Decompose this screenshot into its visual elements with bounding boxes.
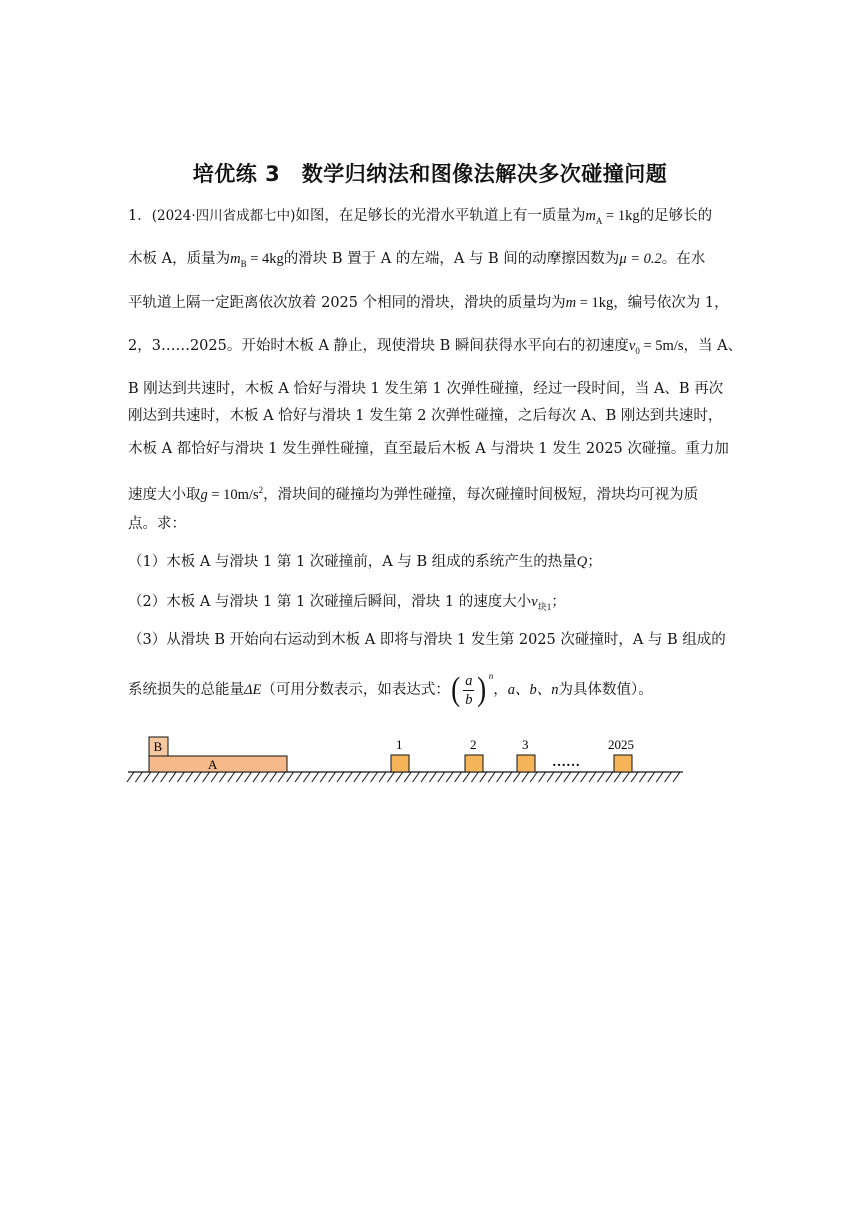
hatch-mark [614, 772, 621, 782]
hatch-mark [623, 772, 630, 782]
hatch-mark [606, 772, 613, 782]
problem-line-9: 点。求： [128, 516, 186, 532]
hatch-mark [522, 772, 529, 782]
hatch-mark [161, 772, 168, 782]
problem-line-5: B 刚达到共速时，木板 A 恰好与滑块 1 发生第 1 次弹性碰撞，经过一段时间，当 A、B 再次 [128, 381, 724, 397]
math-mu: μ = 0.2 [619, 251, 662, 267]
hatch-mark [127, 772, 134, 782]
text-segment: 系统损失的总能量 [128, 682, 244, 698]
block-2 [465, 755, 483, 772]
text-segment: 。在水 [661, 251, 706, 267]
math-symbol: m [565, 295, 577, 311]
math-deltaE: ΔE [244, 682, 262, 698]
math-v0 [629, 338, 684, 354]
text-segment: 为具体数值）。 [558, 682, 653, 698]
hatch-mark [345, 772, 352, 782]
math-symbol: v [531, 594, 538, 610]
hatch-mark [530, 772, 537, 782]
fraction-expression [450, 668, 493, 712]
hatch-mark [295, 772, 302, 782]
hatch-mark [387, 772, 394, 782]
page-title: 培优练 3 数学归纳法和图像法解决多次碰撞问题 [192, 162, 668, 186]
hatch-mark [564, 772, 571, 782]
ellipsis: …… [552, 755, 580, 770]
block-2025 [614, 755, 632, 772]
block-1 [391, 755, 409, 772]
board-a-label: A [208, 757, 218, 772]
text-segment: （可用分数表示，如表达式： [261, 682, 450, 698]
text-segment: ，滑块间的碰撞均为弹性碰撞，每次碰撞时间极短，滑块均可视为质 [263, 486, 699, 503]
math-symbol: m [230, 251, 241, 267]
math-subscript: 块1 [537, 601, 552, 612]
question-3-line-2 [128, 668, 653, 712]
hatch-mark [463, 772, 470, 782]
hatch-mark [488, 772, 495, 782]
text-segment: （2）木板 A 与滑块 1 第 1 次碰撞后瞬间，滑块 1 的速度大小 [128, 594, 532, 610]
hatch-mark [186, 772, 193, 782]
hatch-mark [413, 772, 420, 782]
hatch-mark [194, 772, 201, 782]
text-segment: （1）木板 A 与滑块 1 第 1 次碰撞前，A 与 B 组成的系统产生的热量 [128, 554, 577, 570]
block-3 [517, 755, 535, 772]
text-segment: 木板 A，质量为 [128, 251, 231, 267]
hatch-mark [362, 772, 369, 782]
math-symbol: m [585, 208, 596, 224]
hatch-mark [555, 772, 562, 782]
hatch-mark [152, 772, 159, 782]
hatch-mark [455, 772, 462, 782]
hatch-mark [480, 772, 487, 782]
problem-line-3 [128, 293, 729, 313]
hatch-mark [471, 772, 478, 782]
hatch-mark [438, 772, 445, 782]
hatch-mark [203, 772, 210, 782]
hatch-mark [513, 772, 520, 782]
hatch-mark [219, 772, 226, 782]
hatch-mark [169, 772, 176, 782]
math-symbol: g [200, 486, 208, 503]
problem-source: (2024·四川省成都七中) [151, 208, 296, 224]
hatch-mark [287, 772, 294, 782]
hatch-mark [228, 772, 235, 782]
hatch-mark [539, 772, 546, 782]
hatch-mark [371, 772, 378, 782]
text-segment: 的滑块 B 置于 A 的左端，A 与 B 间的动摩擦因数为 [283, 251, 620, 267]
problem-line-2 [128, 249, 705, 274]
block-2025-label: 2025 [608, 737, 634, 752]
hatch-mark [404, 772, 411, 782]
math-vars: a、b、n [507, 682, 559, 698]
question-2 [128, 592, 566, 617]
question-3-line-1: （3）从滑块 B 开始向右运动到木板 A 即将与滑块 1 发生第 2025 次碰撞时，A 与 B 组成的 [128, 632, 726, 648]
hatch-mark [429, 772, 436, 782]
hatch-mark [211, 772, 218, 782]
hatch-mark [396, 772, 403, 782]
hatch-mark [337, 772, 344, 782]
hatch-mark [497, 772, 504, 782]
math-mA [585, 208, 639, 224]
hatch-mark [505, 772, 512, 782]
hatch-mark [135, 772, 142, 782]
text-segment: 2，3……2025。开始时木板 A 静止，现使滑块 B 瞬间获得水平向右的初速度 [128, 338, 629, 354]
block-2-label: 2 [470, 737, 477, 752]
hatch-mark [236, 772, 243, 782]
hatch-mark [320, 772, 327, 782]
hatch-mark [177, 772, 184, 782]
hatch-mark [278, 772, 285, 782]
text-segment: ； [551, 594, 566, 610]
math-subscript: B [240, 258, 247, 269]
hatch-mark [421, 772, 428, 782]
hatch-mark [312, 772, 319, 782]
hatch-mark [446, 772, 453, 782]
math-superscript: 2 [258, 485, 264, 495]
math-subscript: 0 [635, 345, 640, 356]
math-Q: Q [576, 554, 588, 570]
text-segment: 平轨道上隔一定距离依次放着 2025 个相同的滑块，滑块的质量均为 [128, 295, 566, 311]
hatch-mark [589, 772, 596, 782]
problem-line-4 [128, 336, 742, 361]
question-1 [128, 552, 602, 572]
problem-number: 1． [128, 208, 152, 224]
math-value: = 5m/s [639, 338, 684, 354]
math-m [566, 295, 614, 311]
text-segment: 的足够长的 [639, 208, 713, 224]
text-segment: ，当 A、 [683, 338, 743, 354]
block-b-label: B [153, 739, 163, 754]
math-mB [230, 251, 284, 267]
hatch-mark [639, 772, 646, 782]
math-v-block1 [531, 594, 551, 610]
right-paren: ) [477, 671, 487, 708]
hatch-mark [648, 772, 655, 782]
text-segment: ； [587, 554, 602, 570]
math-value: = 1kg [576, 295, 614, 311]
math-g [201, 487, 264, 503]
hatch-mark [597, 772, 604, 782]
problem-line-7: 木板 A 都恰好与滑块 1 发生弹性碰撞，直至最后木板 A 与滑块 1 发生 2025 次碰撞。重力加 [128, 441, 729, 457]
fraction [463, 672, 474, 709]
block-1-label: 1 [396, 737, 403, 752]
hatch-mark [253, 772, 260, 782]
fraction-exponent: n [488, 671, 494, 681]
problem-line-1 [128, 206, 712, 231]
hatch-mark [631, 772, 638, 782]
hatch-mark [581, 772, 588, 782]
hatch-mark [572, 772, 579, 782]
hatch-mark [303, 772, 310, 782]
hatch-mark [379, 772, 386, 782]
hatch-mark [656, 772, 663, 782]
hatch-mark [261, 772, 268, 782]
hatch-mark [547, 772, 554, 782]
hatch-mark [673, 772, 680, 782]
math-subscript: A [595, 215, 603, 226]
text-segment: ，编号依次为 1， [613, 295, 729, 311]
hatch-mark [354, 772, 361, 782]
math-value: = 1kg [602, 208, 640, 224]
problem-line-8 [128, 480, 698, 505]
board-a [149, 756, 287, 772]
text-segment: 速度大小取 [128, 486, 201, 503]
text-segment: 如图，在足够长的光滑水平轨道上有一质量为 [295, 208, 586, 224]
hatch-marks [127, 772, 680, 782]
hatch-mark [270, 772, 277, 782]
problem-line-6: 刚达到共速时，木板 A 恰好与滑块 1 发生第 2 次弹性碰撞，之后每次 A、B 刚达到共速时， [128, 408, 723, 424]
text-segment: ， [493, 682, 508, 698]
hatch-mark [665, 772, 672, 782]
math-value: = 10m/s [207, 486, 259, 503]
hatch-mark [245, 772, 252, 782]
left-paren: ( [451, 671, 461, 708]
hatch-mark [144, 772, 151, 782]
math-value: = 4kg [246, 251, 284, 267]
math-symbol: v [628, 338, 636, 354]
collision-diagram [126, 732, 688, 788]
fraction-numerator: a [465, 672, 473, 689]
block-3-label: 3 [522, 737, 529, 752]
fraction-denominator: b [465, 691, 473, 708]
hatch-mark [329, 772, 336, 782]
